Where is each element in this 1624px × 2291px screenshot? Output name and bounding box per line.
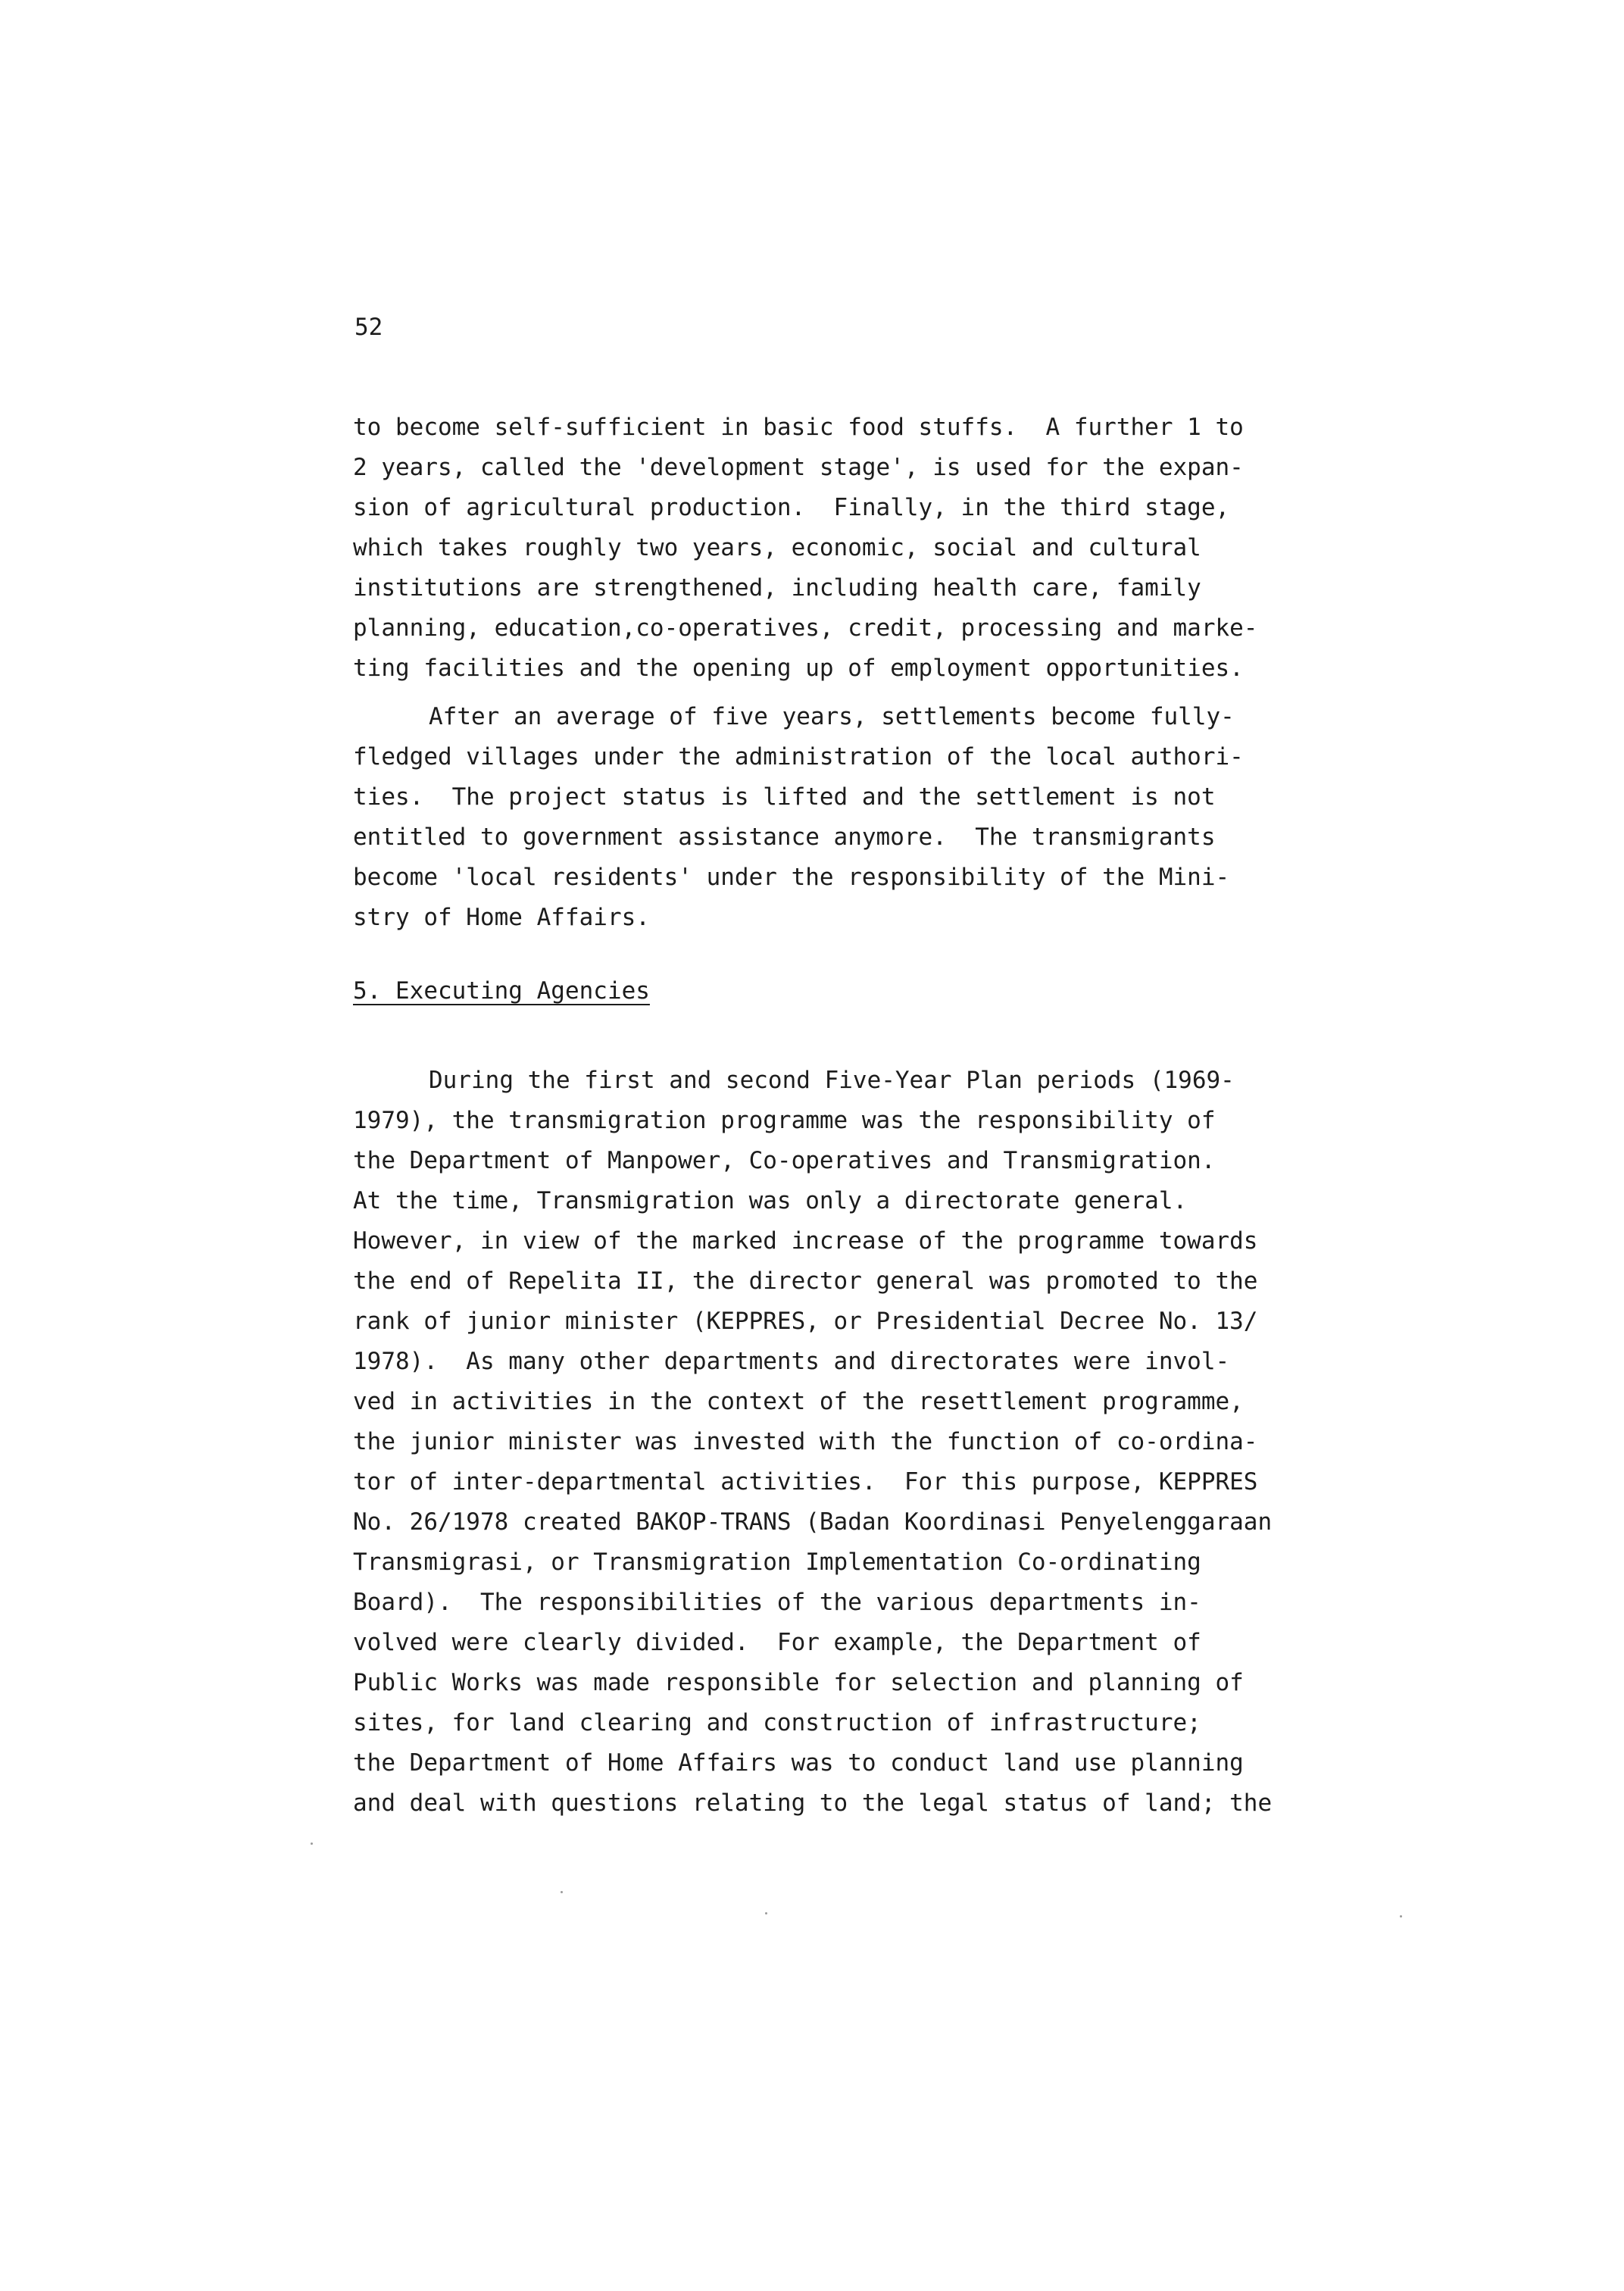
text-line: ved in activities in the context of the resettlement programme, — [353, 1388, 1244, 1415]
scan-speck — [1400, 1915, 1402, 1918]
text-line: 1979), the transmigration programme was the responsibility of — [353, 1107, 1216, 1134]
text-line: Board). The responsibilities of the various departments in- — [353, 1589, 1201, 1616]
page-number: 52 — [354, 314, 383, 341]
text-line: sion of agricultural production. Finally, in the third stage, — [353, 494, 1230, 521]
text-line: During the first and second Five-Year Plan periods (1969- — [429, 1067, 1235, 1094]
text-line: ties. The project status is lifted and the settlement is not — [353, 783, 1216, 811]
scan-speck — [561, 1891, 563, 1893]
text-line: institutions are strengthened, including health care, family — [353, 574, 1201, 602]
scan-speck — [311, 1842, 313, 1845]
text-line: and deal with questions relating to the legal status of land; the — [353, 1789, 1273, 1817]
text-line: 1978). As many other departments and directorates were invol- — [353, 1348, 1230, 1375]
text-line: Public Works was made responsible for selection and planning of — [353, 1669, 1244, 1696]
text-line: rank of junior minister (KEPPRES, or Presidential Decree No. 13/ — [353, 1308, 1258, 1335]
text-line: volved were clearly divided. For example, the Department of — [353, 1629, 1201, 1656]
text-line: fledged villages under the administration of the local authori- — [353, 743, 1244, 770]
text-line: the end of Repelita II, the director general was promoted to the — [353, 1267, 1258, 1295]
text-line: which takes roughly two years, economic, social and cultural — [353, 534, 1201, 561]
text-line: However, in view of the marked increase of the programme towards — [353, 1227, 1258, 1255]
text-line: No. 26/1978 created BAKOP-TRANS (Badan Koordinasi Penyelenggaraan — [353, 1508, 1273, 1536]
paragraph-continuation — [353, 408, 1466, 689]
paragraph-executing-agencies — [353, 1061, 1466, 1824]
text-line: the Department of Manpower, Co-operatives and Transmigration. — [353, 1147, 1216, 1174]
text-line: stry of Home Affairs. — [353, 904, 650, 931]
text-line: Transmigrasi, or Transmigration Implementation Co-ordinating — [353, 1549, 1201, 1576]
paragraph-settlement-status — [353, 697, 1466, 938]
section-heading: 5. Executing Agencies — [353, 977, 650, 1005]
text-line: entitled to government assistance anymore. The transmigrants — [353, 824, 1216, 851]
text-line: 2 years, called the 'development stage', is used for the expan- — [353, 454, 1244, 481]
text-line: After an average of five years, settlements become fully- — [429, 703, 1235, 730]
section-heading-block — [353, 976, 1466, 1006]
text-line: planning, education,co-operatives, credit, processing and marke- — [353, 614, 1258, 642]
text-line: the junior minister was invested with the function of co-ordina- — [353, 1428, 1258, 1455]
text-line: become 'local residents' under the responsibility of the Mini- — [353, 864, 1230, 891]
text-line: sites, for land clearing and construction of infrastructure; — [353, 1709, 1201, 1736]
scan-speck — [765, 1912, 767, 1914]
text-line: to become self-sufficient in basic food stuffs. A further 1 to — [353, 414, 1244, 441]
text-line: the Department of Home Affairs was to conduct land use planning — [353, 1749, 1244, 1777]
text-line: At the time, Transmigration was only a directorate general. — [353, 1187, 1188, 1214]
text-line: tor of inter-departmental activities. For this purpose, KEPPRES — [353, 1468, 1258, 1496]
text-line: ting facilities and the opening up of employment opportunities. — [353, 655, 1244, 682]
